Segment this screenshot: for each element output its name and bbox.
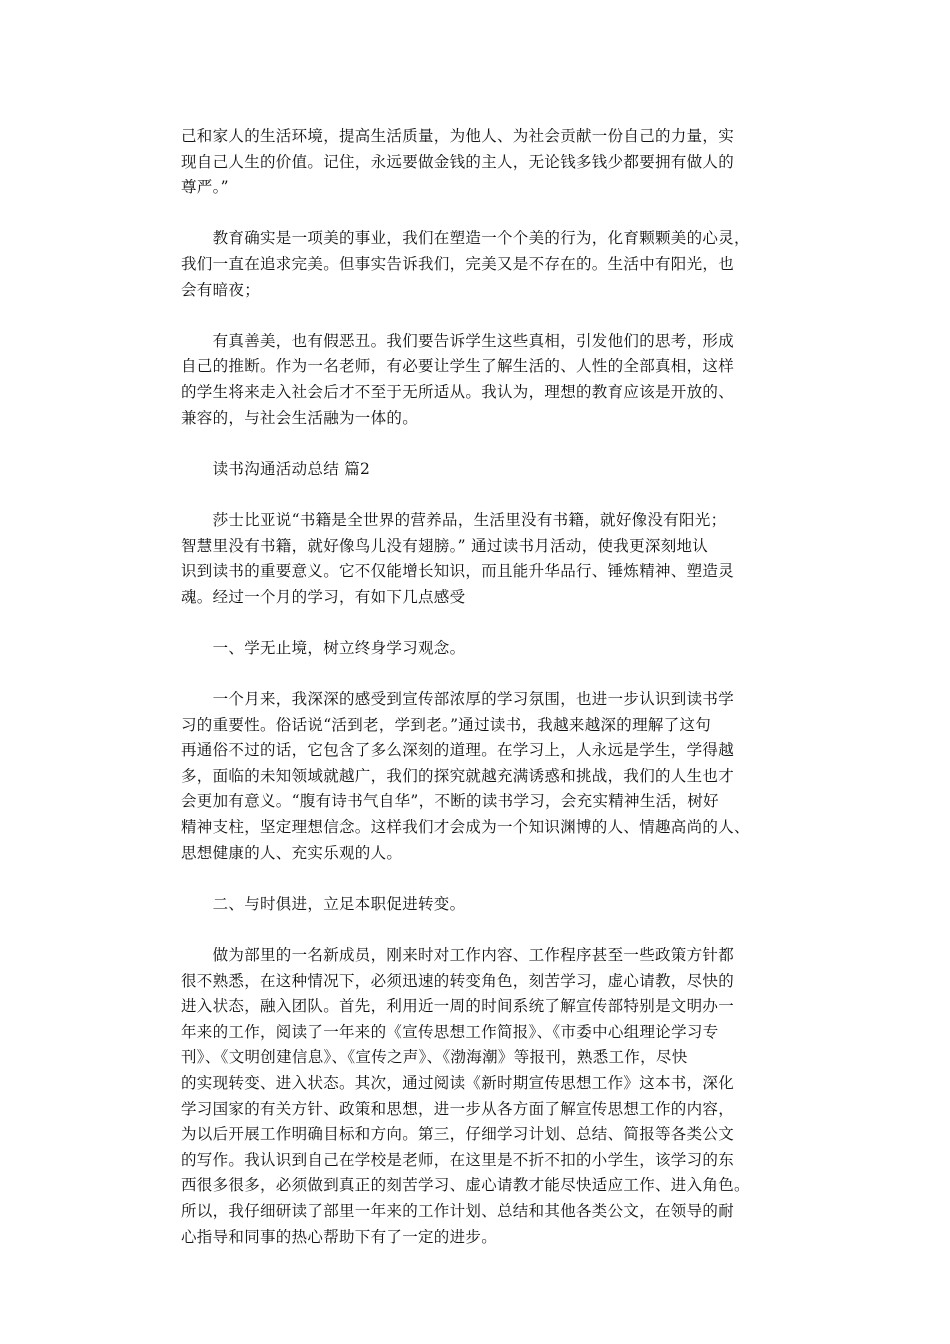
text-line: 习的重要性。俗话说“活到老，学到老。”通过读书，我越来越深的理解了这句: [181, 715, 712, 734]
text-line: 会有暗夜；: [181, 280, 261, 299]
text-line: 识到读书的重要意义。它不仅能增长知识，而且能升华品行、锤炼精神、塑造灵: [181, 562, 735, 581]
text-line: 很不熟悉，在这种情况下，必须迅速的转变角色，刻苦学习，虚心请教，尽快的: [181, 971, 735, 990]
heading-line: 二、与时俱进，立足本职促进转变。: [181, 894, 466, 913]
subheading-1: [181, 636, 781, 662]
text-line: 现自己人生的价值。记住，永远要做金钱的主人，无论钱多钱少都要拥有做人的: [181, 152, 735, 171]
text-line: 学习国家的有关方针、政策和思想，进一步从各方面了解宣传思想工作的内容，: [181, 1099, 735, 1118]
text-line: 会更加有意义。“腹有诗书气自华”，不断的读书学习，会充实精神生活，树好: [181, 792, 719, 811]
paragraph-2: [181, 226, 781, 303]
text-line: 我们一直在追求完美。但事实告诉我们，完美又是不存在的。生活中有阳光，也: [181, 254, 735, 273]
text-line: 的实现转变、进入状态。其次，通过阅读《新时期宣传思想工作》这本书，深化: [181, 1073, 735, 1092]
text-line: 有真善美，也有假恶丑。我们要告诉学生这些真相，引发他们的思考，形成: [181, 331, 735, 350]
text-line: 的写作。我认识到自己在学校是老师，在这里是不折不扣的小学生，该学习的东: [181, 1150, 735, 1169]
text-line: 兼容的，与社会生活融为一体的。: [181, 408, 419, 427]
text-line: 进入状态，融入团队。首先，利用近一周的时间系统了解宣传部特别是文明办一: [181, 997, 735, 1016]
text-line: 莎士比亚说“书籍是全世界的营养品，生活里没有书籍，就好像没有阳光；: [181, 510, 727, 529]
text-line: 精神支柱，坚定理想信念。这样我们才会成为一个知识渊博的人、情趣高尚的人、: [181, 818, 750, 837]
paragraph-6: [181, 943, 781, 1250]
section-heading: [181, 457, 781, 483]
text-line: 再通俗不过的话，它包含了多么深刻的道理。在学习上，人永远是学生，学得越: [181, 741, 735, 760]
text-line: 智慧里没有书籍，就好像鸟儿没有翅膀。” 通过读书月活动，使我更深刻地认: [181, 536, 709, 555]
text-line: 为以后开展工作明确目标和方向。第三，仔细学习计划、总结、简报等各类公文: [181, 1125, 735, 1144]
heading-line: 读书沟通活动总结 篇2: [181, 459, 371, 478]
paragraph-4: [181, 508, 781, 610]
text-line: 己和家人的生活环境，提高生活质量，为他人、为社会贡献一份自己的力量，实: [181, 127, 735, 145]
text-line: 思想健康的人、充实乐观的人。: [181, 843, 403, 862]
paragraph-5: [181, 687, 781, 866]
text-line: 的学生将来走入社会后才不至于无所适从。我认为，理想的教育应该是开放的、: [181, 382, 735, 401]
text-line: 魂。经过一个月的学习，有如下几点感受: [181, 587, 466, 606]
text-line: 年来的工作，阅读了一年来的《宣传思想工作简报》、《市委中心组理论学习专: [181, 1022, 719, 1041]
text-line: 一个月来，我深深的感受到宣传部浓厚的学习氛围，也进一步认识到读书学: [181, 690, 735, 709]
document-body: [181, 124, 781, 1276]
text-line: 心指导和同事的热心帮助下有了一定的进步。: [181, 1227, 498, 1246]
text-line: 刊》、《文明创建信息》、《宣传之声》、《渤海潮》等报刊，熟悉工作，尽快: [181, 1048, 688, 1067]
text-line: 西很多很多，必须做到真正的刻苦学习、虚心请教才能尽快适应工作、进入角色。: [181, 1176, 750, 1195]
paragraph-3: [181, 329, 781, 431]
heading-line: 一、学无止境，树立终身学习观念。: [181, 638, 466, 657]
text-line: 自己的推断。作为一名老师，有必要让学生了解生活的、人性的全部真相，这样: [181, 357, 735, 376]
text-line: 所以，我仔细研读了部里一年来的工作计划、总结和其他各类公文，在领导的耐: [181, 1201, 735, 1220]
text-line: 尊严。”: [181, 178, 229, 197]
paragraph-1: [181, 124, 781, 201]
subheading-2: [181, 892, 781, 918]
text-line: 多，面临的未知领域就越广，我们的探究就越充满诱惑和挑战，我们的人生也才: [181, 766, 735, 785]
text-line: 教育确实是一项美的事业，我们在塑造一个个美的行为，化育颗颗美的心灵，: [181, 229, 750, 248]
text-line: 做为部里的一名新成员，刚来时对工作内容、工作程序甚至一些政策方针都: [181, 946, 735, 964]
